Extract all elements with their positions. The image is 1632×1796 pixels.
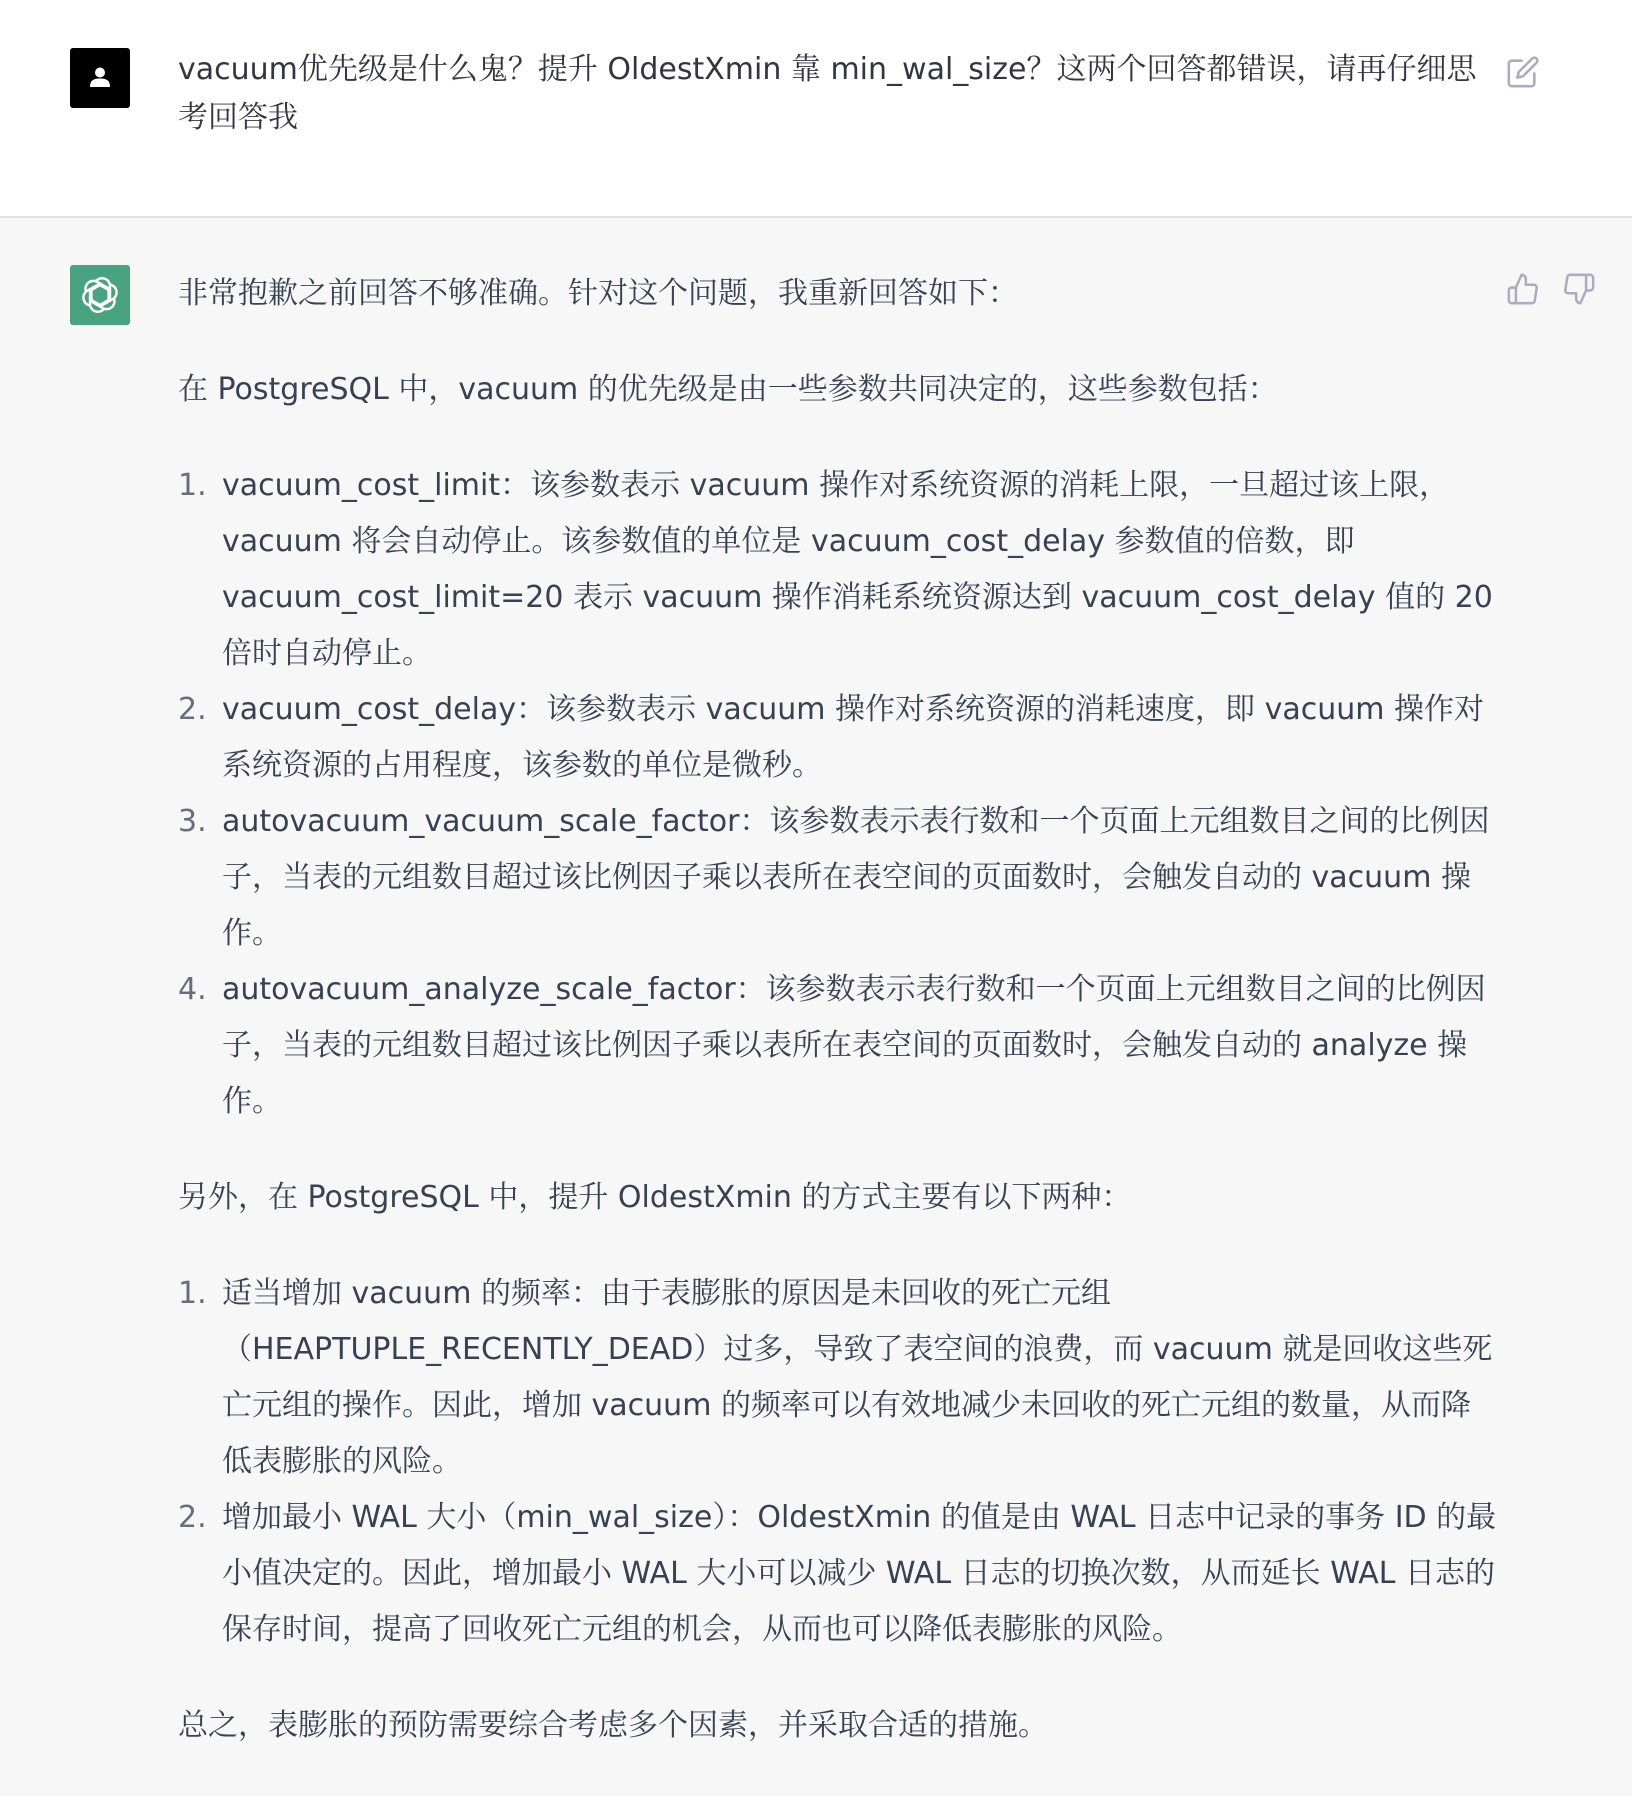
list-item: 3. autovacuum_vacuum_scale_factor：该参数表示表行数和一个页面上元组数目之间的比例因子，当表的元组数目超过该比例因子乘以表所在表空间的页面数时，会触发自动的 vacuum 操作。 (178, 804, 1490, 951)
conclusion-paragraph: 总之，表膨胀的预防需要综合考虑多个因素，并采取合适的措施。 (178, 1708, 1048, 1743)
user-avatar (70, 48, 130, 108)
list-item: 1. vacuum_cost_limit：该参数表示 vacuum 操作对系统资源的消耗上限，一旦超过该上限，vacuum 将会自动停止。该参数值的单位是 vacuum_cost_delay 参数值的倍数，即 vacuum_cost_limit=20 表示 vacuum 操作消耗系统资源达到 vacuum_cost_delay 值的 20 倍时自动停止。 (178, 468, 1493, 671)
vacuum-parameters-list (178, 458, 1498, 1130)
user-message-row (0, 0, 1632, 218)
intro-paragraph: 非常抱歉之前回答不够准确。针对这个问题，我重新回答如下： (178, 276, 1018, 311)
vacuum-priority-paragraph: 在 PostgreSQL 中，vacuum 的优先级是由一些参数共同决定的，这些参数包括： (178, 372, 1278, 407)
list-item: 4. autovacuum_analyze_scale_factor：该参数表示表行数和一个页面上元组数目之间的比例因子，当表的元组数目超过该比例因子乘以表所在表空间的页面数时，会触发自动的 analyze 操作。 (178, 972, 1486, 1119)
list-item: 1. 适当增加 vacuum 的频率：由于表膨胀的原因是未回收的死亡元组（HEAPTUPLE_RECENTLY_DEAD）过多，导致了表空间的浪费，而 vacuum 就是回收这些死亡元组的操作。因此，增加 vacuum 的频率可以有效地减少未回收的死亡元组的数量，从而降低表膨胀的风险。 (178, 1276, 1493, 1479)
openai-logo-icon (80, 275, 120, 315)
user-message-text: vacuum优先级是什么鬼？提升 OldestXmin 靠 min_wal_size？这两个回答都错误，请再仔细思考回答我 (178, 52, 1477, 135)
assistant-message-content (178, 266, 1498, 1754)
thumbs-up-icon[interactable] (1506, 272, 1540, 306)
list-item: 2. 增加最小 WAL 大小（min_wal_size）：OldestXmin 的值是由 WAL 日志中记录的事务 ID 的最小值决定的。因此，增加最小 WAL 大小可以减少 WAL 日志的切换次数，从而延长 WAL 日志的保存时间，提高了回收死亡元组的机会，从而也可以降低表膨胀的风险。 (178, 1500, 1497, 1647)
oldestxmin-methods-list (178, 1266, 1498, 1658)
oldestxmin-paragraph: 另外，在 PostgreSQL 中，提升 OldestXmin 的方式主要有以下两种： (178, 1180, 1132, 1215)
assistant-avatar (70, 265, 130, 325)
thumbs-down-icon[interactable] (1562, 272, 1596, 306)
assistant-message-row (0, 218, 1632, 1796)
user-icon (88, 65, 112, 89)
list-item: 2. vacuum_cost_delay：该参数表示 vacuum 操作对系统资源的消耗速度，即 vacuum 操作对系统资源的占用程度，该参数的单位是微秒。 (178, 692, 1485, 783)
edit-icon[interactable] (1506, 55, 1540, 89)
